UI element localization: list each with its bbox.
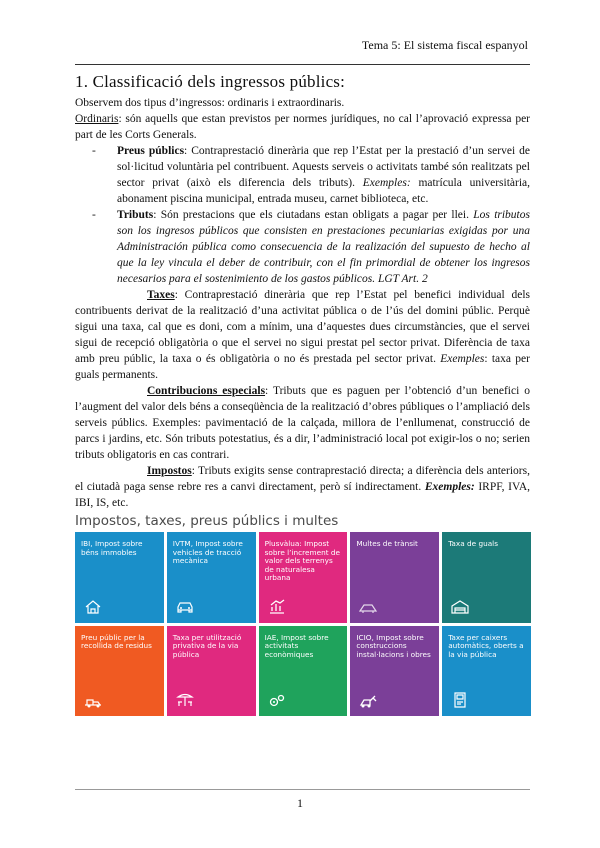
running-header: Tema 5: El sistema fiscal espanyol <box>361 38 528 52</box>
tile-label: IAE, Impost sobre activitats econòmiques <box>264 632 329 659</box>
recycle-icon <box>83 692 103 708</box>
section-title: 1. Classificació dels ingressos públics: <box>75 72 346 91</box>
tile-label: Taxe per caixers automàtics, oberts a la via pública <box>448 632 524 659</box>
impostos-examples-label: Exemples: <box>424 481 475 493</box>
impostos-examples: IRPF, IVA, IBI, IS, etc. <box>75 481 531 509</box>
tributs-quote: Los tributos son los ingresos públicos que consisten en prestaciones pecuniarias exigidas por una Administración pública como consecuencia de la realización del supuesto de hecho al que la ley vincula el deber de contribuir, con el fin primordial de obtener los ingresos necesarios para el sostenimiento de los gastos públicos. LGT Art. 2 <box>117 209 530 285</box>
impostos-paragraph <box>75 463 530 511</box>
tile-label: Multes de trànsit <box>356 539 418 548</box>
taxes-examples-label: Exemples <box>440 353 485 365</box>
chart-hand-icon <box>267 599 287 615</box>
impostos-text: : Tributs exigits sense contraprestació directa; a diferència dels anteriors, el ciutadà paga sense rebre res a canvi directament, però sí indirectament. <box>75 465 530 493</box>
page-number: 1 <box>297 796 303 810</box>
tile-caixers <box>442 626 531 717</box>
preus-publics-term: Preus públics <box>117 145 185 157</box>
preus-examples: matrícula universitària, abonament piscina municipal, entrada museu, carnet biblioteca, etc. <box>117 177 530 205</box>
footer-divider <box>75 789 530 790</box>
tile-label: IBI, Impost sobre béns immobles <box>81 539 143 557</box>
tile-label: Taxa de guals <box>448 539 499 548</box>
tile-multes <box>350 532 439 623</box>
infographic-title: Impostos, taxes, preus públics i multes <box>75 513 339 529</box>
tile-ibi <box>75 532 164 623</box>
ordinaris-text: : són aquells que estan previstos per normes jurídiques, no cal l’aprovació expressa per part de les Corts Generals. <box>75 113 530 141</box>
tributs-term: Tributs <box>117 209 154 221</box>
tile-iae <box>259 626 348 717</box>
traffic-icon <box>358 599 378 615</box>
header-divider <box>75 64 530 65</box>
tile-plusvalua <box>259 532 348 623</box>
impostos-term: Impostos <box>147 465 192 477</box>
contribucions-term: Contribucions especials <box>147 385 266 397</box>
tributs-text: : Són prestacions que els ciutadans estan obligats a pagar per llei. <box>153 209 474 221</box>
intro-paragraph: Observem dos tipus d’ingressos: ordinaris i extraordinaris. <box>75 97 345 109</box>
house-icon <box>83 599 103 615</box>
tile-label: Plusvàlua: Impost sobre l’increment de valor dels terrenys de naturalesa urbana <box>264 539 341 582</box>
car-icon <box>175 599 195 615</box>
taxes-text: : Contraprestació dinerària que rep l’Estat pel benefici individual dels contribuents derivat de la realització d’una activitat pública o de l’ús del domini públic. Perquè sigui una taxa, cal que es doni, com a mínim, una d’aquestes dues circumstàncies, que el servei sigui de recepció obligatòria o que el servei no sigui prestat pel sector privat. Diferència de taxa amb preu públic, la taxa o és obligatòria o no és prestada pel sector privat. <box>75 289 530 365</box>
tile-label: Taxa per utilització privativa de la via pública <box>172 632 242 659</box>
gears-icon <box>267 692 287 708</box>
tile-label: ICIO, Impost sobre construccions instal·lacions i obres <box>356 632 431 659</box>
body-text <box>75 95 530 511</box>
terrace-icon <box>175 692 195 708</box>
tile-guals <box>442 532 531 623</box>
tile-residus <box>75 626 164 717</box>
atm-icon <box>450 692 470 708</box>
garage-icon <box>450 599 470 615</box>
tile-via-publica <box>167 626 256 717</box>
taxes-paragraph <box>75 287 530 383</box>
preus-publics-item: - Preus públics: Contraprestació dinerària que rep l’Estat per la prestació d’un servei de sol·licitud voluntària pel contribuent. Aquests serveis o activitats també són realitzats pel sector privat (això els diferencia dels tributs). Exemples: matrícula universitària, abonament piscina municipal, entrada museu, carnet biblioteca, etc. <box>92 145 530 205</box>
preus-examples-label: Exemples: <box>362 177 411 189</box>
tax-tiles-grid <box>75 532 531 716</box>
tile-label: IVTM, Impost sobre vehicles de tracció mecànica <box>172 539 243 565</box>
construction-icon <box>358 692 378 708</box>
tile-label: Preu públic per la recollida de residus <box>81 632 152 650</box>
tributs-item: - Tributs: Són prestacions que els ciutadans estan obligats a pagar per llei. Los tributos son los ingresos públicos que consisten en prestaciones pecuniarias exigidas por una Administración pública como consecuencia de la realización del supuesto de hecho al que la ley vincula el deber de contribuir, con el fin primordial de obtener los ingresos necesarios para el sostenimiento de los gastos públicos. LGT Art. 2 <box>92 209 530 285</box>
taxes-term: Taxes <box>147 289 175 301</box>
ordinaris-paragraph <box>75 111 530 143</box>
contribucions-text: : Tributs que es paguen per l’obtenció d’un benefici o l’augment del valor dels béns a conseqüència de la realització d’obres públiques o l’ampliació dels serveis públics. Exemples: pavimentació de la calçada, millora de l’enllumenat, construcció de parcs i jardins, etc. Són tributs potestatius, és a dir, l’administració local pot exigir-los o no; serien tributs obligatoris en cas contrari. <box>75 385 530 461</box>
tile-ivtm <box>167 532 256 623</box>
ordinaris-term: Ordinaris <box>75 113 119 125</box>
tile-icio <box>350 626 439 717</box>
contribucions-paragraph <box>75 383 530 463</box>
preus-publics-text: : Contraprestació dinerària que rep l’Estat per la prestació d’un servei de sol·licitud voluntària pel contribuent. Aquests serveis o activitats també són realitzats pel sector privat (això els diferencia dels tributs). <box>117 145 530 189</box>
taxes-examples: : taxa per guals permanents. <box>75 353 530 381</box>
